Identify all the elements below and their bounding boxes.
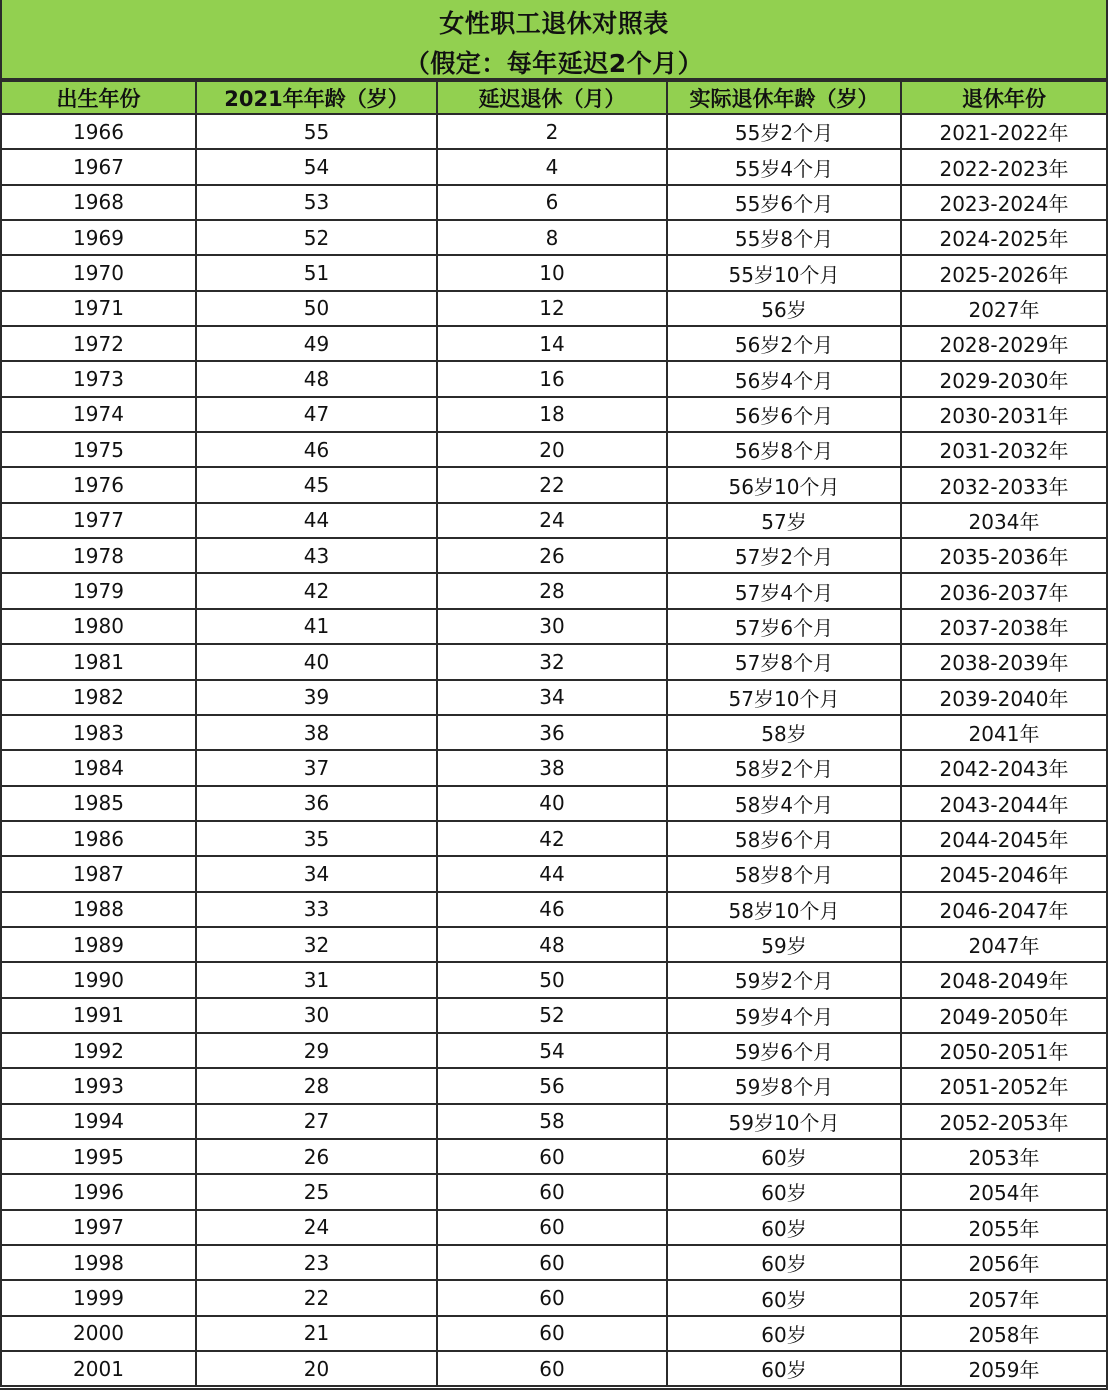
cell-actual-retirement-age[interactable]: 57岁6个月 bbox=[667, 609, 901, 644]
cell-age-2021[interactable]: 27 bbox=[196, 1104, 437, 1139]
table-row bbox=[1, 1245, 1107, 1280]
cell-birth-year[interactable]: 1997 bbox=[1, 1210, 196, 1245]
cell-delay-months[interactable]: 44 bbox=[437, 856, 667, 891]
table-row bbox=[1, 1351, 1107, 1386]
cell-delay-months[interactable]: 48 bbox=[437, 927, 667, 962]
table-row bbox=[1, 998, 1107, 1033]
cell-actual-retirement-age[interactable]: 57岁4个月 bbox=[667, 573, 901, 608]
cell-actual-retirement-age[interactable]: 58岁 bbox=[667, 715, 901, 750]
cell-retirement-year[interactable]: 2032-2033年 bbox=[901, 467, 1107, 502]
cell-age-2021[interactable]: 55 bbox=[196, 114, 437, 149]
cell-actual-retirement-age[interactable]: 60岁 bbox=[667, 1174, 901, 1209]
cell-birth-year[interactable]: 1981 bbox=[1, 644, 196, 679]
cell-age-2021[interactable]: 22 bbox=[196, 1280, 437, 1315]
cell-delay-months[interactable]: 40 bbox=[437, 786, 667, 821]
cell-retirement-year[interactable]: 2038-2039年 bbox=[901, 644, 1107, 679]
cell-delay-months[interactable]: 20 bbox=[437, 432, 667, 467]
cell-age-2021[interactable]: 42 bbox=[196, 573, 437, 608]
cell-age-2021[interactable]: 52 bbox=[196, 220, 437, 255]
cell-retirement-year[interactable]: 2052-2053年 bbox=[901, 1104, 1107, 1139]
cell-birth-year[interactable]: 1980 bbox=[1, 609, 196, 644]
cell-delay-months[interactable]: 4 bbox=[437, 149, 667, 184]
cell-delay-months[interactable]: 10 bbox=[437, 255, 667, 290]
cell-actual-retirement-age[interactable]: 60岁 bbox=[667, 1210, 901, 1245]
cell-birth-year[interactable]: 1995 bbox=[1, 1139, 196, 1174]
cell-retirement-year[interactable]: 2043-2044年 bbox=[901, 786, 1107, 821]
cell-delay-months[interactable]: 18 bbox=[437, 397, 667, 432]
cell-birth-year[interactable]: 1974 bbox=[1, 397, 196, 432]
cell-retirement-year[interactable]: 2047年 bbox=[901, 927, 1107, 962]
table-row bbox=[1, 573, 1107, 608]
cell-delay-months[interactable]: 28 bbox=[437, 573, 667, 608]
cell-birth-year[interactable]: 1972 bbox=[1, 326, 196, 361]
cell-retirement-year[interactable]: 2053年 bbox=[901, 1139, 1107, 1174]
cell-birth-year[interactable]: 2001 bbox=[1, 1351, 196, 1386]
cell-age-2021[interactable]: 46 bbox=[196, 432, 437, 467]
cell-delay-months[interactable]: 56 bbox=[437, 1068, 667, 1103]
cell-actual-retirement-age[interactable]: 58岁4个月 bbox=[667, 786, 901, 821]
table-row bbox=[1, 786, 1107, 821]
cell-age-2021[interactable]: 39 bbox=[196, 680, 437, 715]
cell-delay-months[interactable]: 60 bbox=[437, 1139, 667, 1174]
cell-retirement-year[interactable]: 2035-2036年 bbox=[901, 538, 1107, 573]
table-row bbox=[1, 432, 1107, 467]
cell-actual-retirement-age[interactable]: 57岁8个月 bbox=[667, 644, 901, 679]
cell-age-2021[interactable]: 24 bbox=[196, 1210, 437, 1245]
cell-age-2021[interactable]: 25 bbox=[196, 1174, 437, 1209]
cell-delay-months[interactable]: 22 bbox=[437, 467, 667, 502]
cell-birth-year[interactable]: 1985 bbox=[1, 786, 196, 821]
cell-actual-retirement-age[interactable]: 55岁8个月 bbox=[667, 220, 901, 255]
cell-retirement-year[interactable]: 2030-2031年 bbox=[901, 397, 1107, 432]
cell-birth-year[interactable]: 1979 bbox=[1, 573, 196, 608]
cell-birth-year[interactable]: 1991 bbox=[1, 998, 196, 1033]
cell-birth-year[interactable]: 1975 bbox=[1, 432, 196, 467]
cell-delay-months[interactable]: 60 bbox=[437, 1280, 667, 1315]
cell-actual-retirement-age[interactable]: 55岁10个月 bbox=[667, 255, 901, 290]
cell-retirement-year[interactable]: 2041年 bbox=[901, 715, 1107, 750]
cell-age-2021[interactable]: 30 bbox=[196, 998, 437, 1033]
cell-retirement-year[interactable]: 2034年 bbox=[901, 503, 1107, 538]
table-subtitle: （假定：每年延迟2个月） bbox=[404, 49, 704, 78]
cell-retirement-year[interactable]: 2056年 bbox=[901, 1245, 1107, 1280]
cell-retirement-year[interactable]: 2055年 bbox=[901, 1210, 1107, 1245]
cell-age-2021[interactable]: 40 bbox=[196, 644, 437, 679]
cell-birth-year[interactable]: 1983 bbox=[1, 715, 196, 750]
cell-age-2021[interactable]: 23 bbox=[196, 1245, 437, 1280]
cell-age-2021[interactable]: 50 bbox=[196, 291, 437, 326]
cell-retirement-year[interactable]: 2031-2032年 bbox=[901, 432, 1107, 467]
cell-actual-retirement-age[interactable]: 60岁 bbox=[667, 1139, 901, 1174]
cell-delay-months[interactable]: 54 bbox=[437, 1033, 667, 1068]
cell-birth-year[interactable]: 1993 bbox=[1, 1068, 196, 1103]
cell-birth-year[interactable]: 1984 bbox=[1, 750, 196, 785]
cell-age-2021[interactable]: 53 bbox=[196, 185, 437, 220]
cell-age-2021[interactable]: 20 bbox=[196, 1351, 437, 1386]
table-row bbox=[1, 361, 1107, 396]
table-row bbox=[1, 856, 1107, 891]
cell-actual-retirement-age[interactable]: 59岁2个月 bbox=[667, 962, 901, 997]
table-title: 女性职工退休对照表 bbox=[439, 9, 669, 38]
cell-delay-months[interactable]: 38 bbox=[437, 750, 667, 785]
cell-age-2021[interactable]: 41 bbox=[196, 609, 437, 644]
cell-actual-retirement-age[interactable]: 60岁 bbox=[667, 1245, 901, 1280]
table-row bbox=[1, 291, 1107, 326]
cell-retirement-year[interactable]: 2023-2024年 bbox=[901, 185, 1107, 220]
cell-delay-months[interactable]: 30 bbox=[437, 609, 667, 644]
cell-delay-months[interactable]: 60 bbox=[437, 1210, 667, 1245]
cell-retirement-year[interactable]: 2027年 bbox=[901, 291, 1107, 326]
cell-retirement-year[interactable]: 2028-2029年 bbox=[901, 326, 1107, 361]
cell-retirement-year[interactable]: 2057年 bbox=[901, 1280, 1107, 1315]
cell-birth-year[interactable]: 2000 bbox=[1, 1316, 196, 1351]
cell-delay-months[interactable]: 42 bbox=[437, 821, 667, 856]
cell-retirement-year[interactable]: 2039-2040年 bbox=[901, 680, 1107, 715]
table-row bbox=[1, 892, 1107, 927]
cell-delay-months[interactable]: 60 bbox=[437, 1351, 667, 1386]
column-header-retirement-year[interactable]: 退休年份 bbox=[901, 81, 1107, 114]
cell-birth-year[interactable]: 1971 bbox=[1, 291, 196, 326]
table-row bbox=[1, 149, 1107, 184]
cell-actual-retirement-age[interactable]: 55岁2个月 bbox=[667, 114, 901, 149]
column-header-delay-months[interactable]: 延迟退休（月） bbox=[437, 81, 667, 114]
cell-actual-retirement-age[interactable]: 59岁6个月 bbox=[667, 1033, 901, 1068]
table-row bbox=[1, 1104, 1107, 1139]
cell-actual-retirement-age[interactable]: 57岁10个月 bbox=[667, 680, 901, 715]
table-row bbox=[1, 1068, 1107, 1103]
table-row bbox=[1, 1316, 1107, 1351]
cell-delay-months[interactable]: 58 bbox=[437, 1104, 667, 1139]
cell-retirement-year[interactable]: 2054年 bbox=[901, 1174, 1107, 1209]
cell-actual-retirement-age[interactable]: 59岁 bbox=[667, 927, 901, 962]
cell-retirement-year[interactable]: 2051-2052年 bbox=[901, 1068, 1107, 1103]
table-row bbox=[1, 715, 1107, 750]
cell-actual-retirement-age[interactable]: 59岁4个月 bbox=[667, 998, 901, 1033]
table-header bbox=[1, 81, 1107, 114]
cell-age-2021[interactable]: 28 bbox=[196, 1068, 437, 1103]
cell-actual-retirement-age[interactable]: 58岁6个月 bbox=[667, 821, 901, 856]
cell-retirement-year[interactable]: 2021-2022年 bbox=[901, 114, 1107, 149]
cell-actual-retirement-age[interactable]: 60岁 bbox=[667, 1316, 901, 1351]
cell-actual-retirement-age[interactable]: 57岁 bbox=[667, 503, 901, 538]
cell-retirement-year[interactable]: 2045-2046年 bbox=[901, 856, 1107, 891]
table-row bbox=[1, 1139, 1107, 1174]
table-row bbox=[1, 255, 1107, 290]
cell-age-2021[interactable]: 21 bbox=[196, 1316, 437, 1351]
cell-delay-months[interactable]: 60 bbox=[437, 1316, 667, 1351]
cell-age-2021[interactable]: 37 bbox=[196, 750, 437, 785]
cell-actual-retirement-age[interactable]: 58岁10个月 bbox=[667, 892, 901, 927]
cell-retirement-year[interactable]: 2042-2043年 bbox=[901, 750, 1107, 785]
cell-delay-months[interactable]: 2 bbox=[437, 114, 667, 149]
cell-age-2021[interactable]: 49 bbox=[196, 326, 437, 361]
table-row bbox=[1, 962, 1107, 997]
cell-actual-retirement-age[interactable]: 56岁6个月 bbox=[667, 397, 901, 432]
cell-age-2021[interactable]: 47 bbox=[196, 397, 437, 432]
cell-birth-year[interactable]: 1989 bbox=[1, 927, 196, 962]
table-row bbox=[1, 397, 1107, 432]
cell-age-2021[interactable]: 44 bbox=[196, 503, 437, 538]
cell-age-2021[interactable]: 54 bbox=[196, 149, 437, 184]
cell-actual-retirement-age[interactable]: 55岁6个月 bbox=[667, 185, 901, 220]
cell-retirement-year[interactable]: 2024-2025年 bbox=[901, 220, 1107, 255]
table-row bbox=[1, 821, 1107, 856]
cell-delay-months[interactable]: 8 bbox=[437, 220, 667, 255]
table-row bbox=[1, 1280, 1107, 1315]
cell-actual-retirement-age[interactable]: 56岁4个月 bbox=[667, 361, 901, 396]
cell-birth-year[interactable]: 1966 bbox=[1, 114, 196, 149]
cell-retirement-year[interactable]: 2050-2051年 bbox=[901, 1033, 1107, 1068]
column-header-birth-year[interactable]: 出生年份 bbox=[1, 81, 196, 114]
table-row bbox=[1, 220, 1107, 255]
cell-actual-retirement-age[interactable]: 58岁2个月 bbox=[667, 750, 901, 785]
table-row bbox=[1, 680, 1107, 715]
table-row bbox=[1, 644, 1107, 679]
cell-actual-retirement-age[interactable]: 55岁4个月 bbox=[667, 149, 901, 184]
cell-age-2021[interactable]: 36 bbox=[196, 786, 437, 821]
cell-delay-months[interactable]: 46 bbox=[437, 892, 667, 927]
table-body bbox=[1, 114, 1107, 1386]
cell-birth-year[interactable]: 1968 bbox=[1, 185, 196, 220]
cell-age-2021[interactable]: 29 bbox=[196, 1033, 437, 1068]
cell-actual-retirement-age[interactable]: 59岁8个月 bbox=[667, 1068, 901, 1103]
table-row bbox=[1, 1174, 1107, 1209]
cell-birth-year[interactable]: 1988 bbox=[1, 892, 196, 927]
cell-age-2021[interactable]: 35 bbox=[196, 821, 437, 856]
cell-birth-year[interactable]: 1976 bbox=[1, 467, 196, 502]
cell-delay-months[interactable]: 24 bbox=[437, 503, 667, 538]
cell-delay-months[interactable]: 12 bbox=[437, 291, 667, 326]
cell-delay-months[interactable]: 60 bbox=[437, 1245, 667, 1280]
cell-age-2021[interactable]: 48 bbox=[196, 361, 437, 396]
table-row bbox=[1, 538, 1107, 573]
table-row bbox=[1, 1210, 1107, 1245]
cell-birth-year[interactable]: 1969 bbox=[1, 220, 196, 255]
cell-age-2021[interactable]: 32 bbox=[196, 927, 437, 962]
table-row bbox=[1, 927, 1107, 962]
header-row bbox=[1, 81, 1107, 114]
cell-actual-retirement-age[interactable]: 56岁2个月 bbox=[667, 326, 901, 361]
cell-delay-months[interactable]: 14 bbox=[437, 326, 667, 361]
table-row bbox=[1, 750, 1107, 785]
cell-age-2021[interactable]: 51 bbox=[196, 255, 437, 290]
cell-retirement-year[interactable]: 2029-2030年 bbox=[901, 361, 1107, 396]
cell-age-2021[interactable]: 31 bbox=[196, 962, 437, 997]
cell-delay-months[interactable]: 32 bbox=[437, 644, 667, 679]
cell-retirement-year[interactable]: 2025-2026年 bbox=[901, 255, 1107, 290]
cell-actual-retirement-age[interactable]: 60岁 bbox=[667, 1351, 901, 1386]
cell-birth-year[interactable]: 1996 bbox=[1, 1174, 196, 1209]
cell-delay-months[interactable]: 52 bbox=[437, 998, 667, 1033]
table-row bbox=[1, 185, 1107, 220]
cell-birth-year[interactable]: 1994 bbox=[1, 1104, 196, 1139]
cell-birth-year[interactable]: 1982 bbox=[1, 680, 196, 715]
cell-delay-months[interactable]: 16 bbox=[437, 361, 667, 396]
cell-age-2021[interactable]: 43 bbox=[196, 538, 437, 573]
cell-retirement-year[interactable]: 2044-2045年 bbox=[901, 821, 1107, 856]
cell-age-2021[interactable]: 34 bbox=[196, 856, 437, 891]
cell-birth-year[interactable]: 1986 bbox=[1, 821, 196, 856]
cell-retirement-year[interactable]: 2036-2037年 bbox=[901, 573, 1107, 608]
cell-actual-retirement-age[interactable]: 57岁2个月 bbox=[667, 538, 901, 573]
cell-birth-year[interactable]: 1998 bbox=[1, 1245, 196, 1280]
title-banner bbox=[0, 0, 1106, 80]
column-header-actual-retirement-age[interactable]: 实际退休年龄（岁） bbox=[667, 81, 901, 114]
table-row bbox=[1, 326, 1107, 361]
cell-delay-months[interactable]: 36 bbox=[437, 715, 667, 750]
cell-actual-retirement-age[interactable]: 56岁8个月 bbox=[667, 432, 901, 467]
cell-delay-months[interactable]: 50 bbox=[437, 962, 667, 997]
cell-age-2021[interactable]: 33 bbox=[196, 892, 437, 927]
cell-birth-year[interactable]: 1978 bbox=[1, 538, 196, 573]
cell-birth-year[interactable]: 1977 bbox=[1, 503, 196, 538]
cell-age-2021[interactable]: 45 bbox=[196, 467, 437, 502]
cell-retirement-year[interactable]: 2058年 bbox=[901, 1316, 1107, 1351]
retirement-table bbox=[0, 80, 1108, 1387]
cell-birth-year[interactable]: 1987 bbox=[1, 856, 196, 891]
cell-birth-year[interactable]: 1992 bbox=[1, 1033, 196, 1068]
cell-age-2021[interactable]: 38 bbox=[196, 715, 437, 750]
cell-actual-retirement-age[interactable]: 60岁 bbox=[667, 1280, 901, 1315]
cell-birth-year[interactable]: 1973 bbox=[1, 361, 196, 396]
cell-birth-year[interactable]: 1990 bbox=[1, 962, 196, 997]
cell-delay-months[interactable]: 60 bbox=[437, 1174, 667, 1209]
cell-delay-months[interactable]: 34 bbox=[437, 680, 667, 715]
table-row bbox=[1, 114, 1107, 149]
cell-retirement-year[interactable]: 2049-2050年 bbox=[901, 998, 1107, 1033]
cell-age-2021[interactable]: 26 bbox=[196, 1139, 437, 1174]
cell-delay-months[interactable]: 26 bbox=[437, 538, 667, 573]
cell-retirement-year[interactable]: 2037-2038年 bbox=[901, 609, 1107, 644]
cell-actual-retirement-age[interactable]: 56岁 bbox=[667, 291, 901, 326]
cell-retirement-year[interactable]: 2059年 bbox=[901, 1351, 1107, 1386]
cell-birth-year[interactable]: 1970 bbox=[1, 255, 196, 290]
table-row bbox=[1, 503, 1107, 538]
cell-retirement-year[interactable]: 2022-2023年 bbox=[901, 149, 1107, 184]
table-row bbox=[1, 467, 1107, 502]
cell-birth-year[interactable]: 1999 bbox=[1, 1280, 196, 1315]
cell-retirement-year[interactable]: 2046-2047年 bbox=[901, 892, 1107, 927]
table-row bbox=[1, 609, 1107, 644]
column-header-age-2021[interactable]: 2021年年龄（岁） bbox=[196, 81, 437, 114]
cell-birth-year[interactable]: 1967 bbox=[1, 149, 196, 184]
table-row bbox=[1, 1033, 1107, 1068]
cell-retirement-year[interactable]: 2048-2049年 bbox=[901, 962, 1107, 997]
cell-actual-retirement-age[interactable]: 56岁10个月 bbox=[667, 467, 901, 502]
cell-delay-months[interactable]: 6 bbox=[437, 185, 667, 220]
cell-actual-retirement-age[interactable]: 59岁10个月 bbox=[667, 1104, 901, 1139]
cell-actual-retirement-age[interactable]: 58岁8个月 bbox=[667, 856, 901, 891]
